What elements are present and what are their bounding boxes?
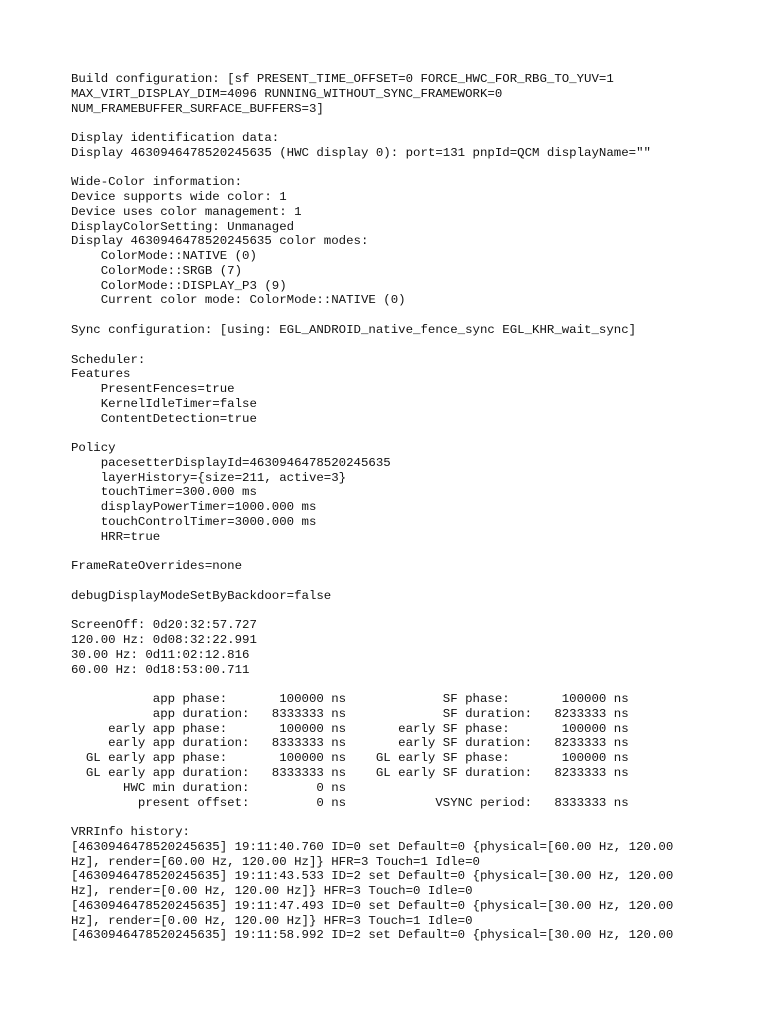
text-line: layerHistory={size=211, active=3}: [71, 470, 347, 485]
text-line: [71, 116, 761, 131]
text-line: VRRInfo history:: [71, 825, 190, 840]
text-line: Display identification data:: [71, 131, 280, 146]
text-line: HWC min duration: 0 ns: [71, 780, 347, 795]
text-line: Policy: [71, 441, 116, 456]
text-line: Device supports wide color: 1: [71, 190, 287, 205]
text-line: KernelIdleTimer=false: [71, 396, 257, 411]
text-line: Hz], render=[0.00 Hz, 120.00 Hz]} HFR=3 Touch=1 Idle=0: [71, 913, 473, 928]
text-line: FrameRateOverrides=none: [71, 559, 243, 574]
text-line: GL early app phase: 100000 ns GL early SF phase: 100000 ns: [71, 751, 629, 766]
text-line: [4630946478520245635] 19:11:47.493 ID=0 set Default=0 {physical=[30.00 Hz, 120.00: [71, 898, 674, 913]
text-line: [71, 161, 761, 176]
text-line: [71, 308, 761, 323]
text-line: 60.00 Hz: 0d18:53:00.711: [71, 662, 250, 677]
text-line: [4630946478520245635] 19:11:58.992 ID=2 set Default=0 {physical=[30.00 Hz, 120.00: [71, 928, 674, 943]
text-line: Display 4630946478520245635 (HWC display 0): port=131 pnpId=QCM displayName="": [71, 145, 651, 160]
text-line: 30.00 Hz: 0d11:02:12.816: [71, 647, 250, 662]
text-line: Wide-Color information:: [71, 175, 243, 190]
text-line: ColorMode::DISPLAY_P3 (9): [71, 278, 287, 293]
text-line: [71, 604, 761, 619]
text-line: [4630946478520245635] 19:11:43.533 ID=2 set Default=0 {physical=[30.00 Hz, 120.00: [71, 869, 674, 884]
text-line: NUM_FRAMEBUFFER_SURFACE_BUFFERS=3]: [71, 101, 324, 116]
text-line: [71, 426, 761, 441]
dumpsys-text-document: [71, 72, 761, 943]
text-line: [71, 810, 761, 825]
text-line: Hz], render=[60.00 Hz, 120.00 Hz]} HFR=3 Touch=1 Idle=0: [71, 854, 480, 869]
text-line: [71, 545, 761, 560]
text-line: [71, 338, 761, 353]
text-line: present offset: 0 ns VSYNC period: 8333333 ns: [71, 795, 629, 810]
text-line: DisplayColorSetting: Unmanaged: [71, 219, 295, 234]
text-line: touchControlTimer=3000.000 ms: [71, 514, 317, 529]
text-line: app phase: 100000 ns SF phase: 100000 ns: [71, 692, 629, 707]
text-line: Display 4630946478520245635 color modes:: [71, 234, 369, 249]
text-line: Current color mode: ColorMode::NATIVE (0): [71, 293, 406, 308]
text-line: early app duration: 8333333 ns early SF duration: 8233333 ns: [71, 736, 629, 751]
text-line: Hz], render=[0.00 Hz, 120.00 Hz]} HFR=3 Touch=0 Idle=0: [71, 884, 473, 899]
text-line: ColorMode::NATIVE (0): [71, 249, 257, 264]
text-line: displayPowerTimer=1000.000 ms: [71, 500, 317, 515]
text-line: [71, 677, 761, 692]
text-line: app duration: 8333333 ns SF duration: 8233333 ns: [71, 706, 629, 721]
text-line: ScreenOff: 0d20:32:57.727: [71, 618, 257, 633]
text-line: debugDisplayModeSetByBackdoor=false: [71, 588, 332, 603]
text-line: Device uses color management: 1: [71, 204, 302, 219]
text-line: ColorMode::SRGB (7): [71, 263, 243, 278]
text-line: [71, 574, 761, 589]
text-line: HRR=true: [71, 529, 161, 544]
text-line: MAX_VIRT_DISPLAY_DIM=4096 RUNNING_WITHOUT_SYNC_FRAMEWORK=0: [71, 86, 503, 101]
text-line: Sync configuration: [using: EGL_ANDROID_native_fence_sync EGL_KHR_wait_sync]: [71, 323, 637, 338]
text-line: Features: [71, 367, 131, 382]
text-line: touchTimer=300.000 ms: [71, 485, 257, 500]
text-line: early app phase: 100000 ns early SF phase: 100000 ns: [71, 721, 629, 736]
text-line: pacesetterDisplayId=4630946478520245635: [71, 455, 391, 470]
text-line: [4630946478520245635] 19:11:40.760 ID=0 set Default=0 {physical=[60.00 Hz, 120.00: [71, 839, 674, 854]
text-line: ContentDetection=true: [71, 411, 257, 426]
text-line: Scheduler:: [71, 352, 146, 367]
text-line: 120.00 Hz: 0d08:32:22.991: [71, 633, 257, 648]
text-line: GL early app duration: 8333333 ns GL early SF duration: 8233333 ns: [71, 765, 629, 780]
text-line: Build configuration: [sf PRESENT_TIME_OFFSET=0 FORCE_HWC_FOR_RBG_TO_YUV=1: [71, 72, 614, 86]
text-line: PresentFences=true: [71, 382, 235, 397]
